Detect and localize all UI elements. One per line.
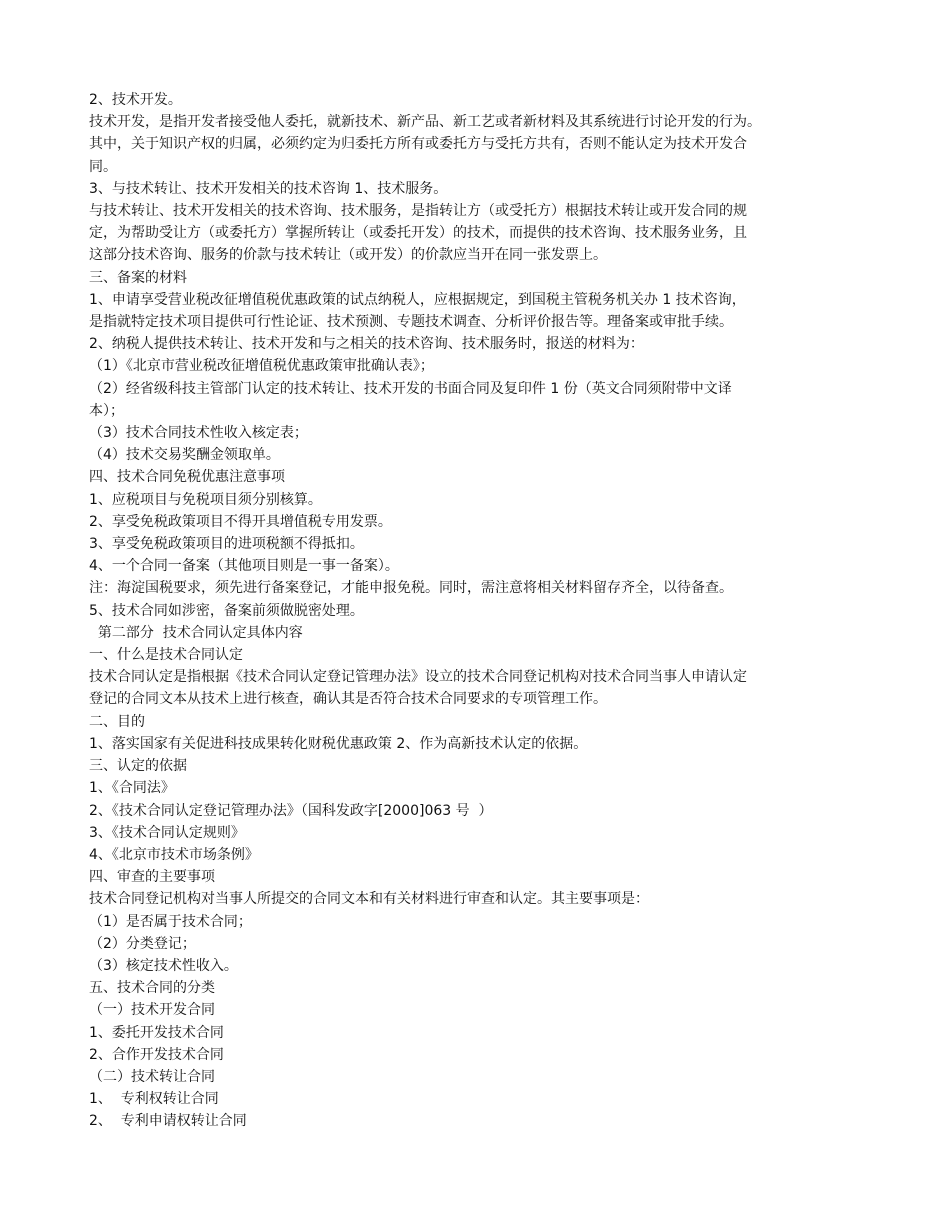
text-line: 技术合同登记机构对当事人所提交的合同文本和有关材料进行审查和认定。其主要事项是：	[89, 891, 649, 908]
text-line: （2）经省级科技主管部门认定的技术转让、技术开发的书面合同及复印件 1 份（英文合同须附带中文译	[89, 380, 732, 397]
text-line: （1）是否属于技术合同；	[89, 913, 252, 930]
text-line: （3）技术合同技术性收入核定表；	[89, 425, 308, 442]
text-line: 本）；	[89, 402, 124, 419]
section-heading: 四、技术合同免税优惠注意事项	[89, 469, 285, 486]
section-heading: 一、什么是技术合同认定	[89, 647, 243, 664]
text-line: 是指就特定技术项目提供可行性论证、技术预测、专题技术调查、分析评价报告等。理备案或审批手续。	[89, 314, 733, 331]
text-line: 2、技术开发。	[89, 92, 182, 108]
text-line: 注：海淀国税要求，须先进行备案登记，才能申报免税。同时，需注意将相关材料留存齐全，以待备查。	[89, 580, 733, 597]
text-line: 2、 专利申请权转让合同	[89, 1113, 247, 1130]
section-heading: 四、审查的主要事项	[89, 869, 215, 886]
section-heading: 三、认定的依据	[89, 758, 187, 775]
text-line: 2、《技术合同认定登记管理办法》（国科发政字[2000]063 号 ）	[89, 802, 493, 819]
document-body	[89, 89, 879, 1133]
text-line: （1）《北京市营业税改征增值税优惠政策审批确认表》；	[89, 358, 434, 375]
text-line: 3、与技术转让、技术开发相关的技术咨询 1、技术服务。	[89, 180, 448, 197]
text-line: 3、享受免税政策项目的进项税额不得抵扣。	[89, 536, 364, 553]
text-line: 1、 专利权转让合同	[89, 1091, 219, 1108]
text-line: 1、申请享受营业税改征增值税优惠政策的试点纳税人，应根据规定，到国税主管税务机关办 1 技术咨询，	[89, 291, 746, 308]
text-line: 登记的合同文本从技术上进行核查，确认其是否符合技术合同要求的专项管理工作。	[89, 691, 607, 708]
text-line: 定，为帮助受让方（或委托方）掌握所转让（或委托开发）的技术，而提供的技术咨询、技术服务业务，且	[89, 225, 747, 242]
subsection-heading: （一）技术开发合同	[89, 1002, 215, 1019]
part-heading: 第二部分 技术合同认定具体内容	[89, 624, 303, 641]
text-line: 4、一个合同一备案（其他项目则是一事一备案）。	[89, 558, 399, 575]
text-line: 技术开发，是指开发者接受他人委托，就新技术、新产品、新工艺或者新材料及其系统进行讨论开发的行为。	[89, 114, 761, 131]
text-line: 技术合同认定是指根据《技术合同认定登记管理办法》设立的技术合同登记机构对技术合同当事人申请认定	[89, 669, 747, 686]
text-line: 1、《合同法》	[89, 780, 175, 797]
text-line: 4、《北京市技术市场条例》	[89, 846, 259, 863]
text-line: （3）核定技术性收入。	[89, 957, 238, 974]
text-line: 2、享受免税政策项目不得开具增值税专用发票。	[89, 513, 392, 530]
section-heading: 五、技术合同的分类	[89, 980, 215, 997]
text-line: 1、委托开发技术合同	[89, 1024, 224, 1041]
section-heading: 三、备案的材料	[89, 269, 187, 286]
text-line: 其中，关于知识产权的归属，必须约定为归委托方所有或委托方与受托方共有，否则不能认定为技术开发合	[89, 136, 747, 153]
text-line: 2、纳税人提供技术转让、技术开发和与之相关的技术咨询、技术服务时，报送的材料为：	[89, 336, 644, 353]
text-line: 1、落实国家有关促进科技成果转化财税优惠政策 2、作为高新技术认定的依据。	[89, 735, 588, 752]
text-line: 5、技术合同如涉密，备案前须做脱密处理。	[89, 602, 364, 619]
section-heading: 二、目的	[89, 713, 145, 730]
subsection-heading: （二）技术转让合同	[89, 1068, 215, 1085]
text-line: 3、《技术合同认定规则》	[89, 824, 245, 841]
text-line: 1、应税项目与免税项目须分别核算。	[89, 491, 322, 508]
text-line: 同。	[89, 158, 117, 175]
text-line: 这部分技术咨询、服务的价款与技术转让（或开发）的价款应当开在同一张发票上。	[89, 247, 607, 264]
text-line: 2、合作开发技术合同	[89, 1046, 224, 1063]
text-line: （2）分类登记；	[89, 935, 196, 952]
text-line: 与技术转让、技术开发相关的技术咨询、技术服务，是指转让方（或受托方）根据技术转让或开发合同的规	[89, 203, 747, 220]
text-line: （4）技术交易奖酬金领取单。	[89, 447, 280, 464]
